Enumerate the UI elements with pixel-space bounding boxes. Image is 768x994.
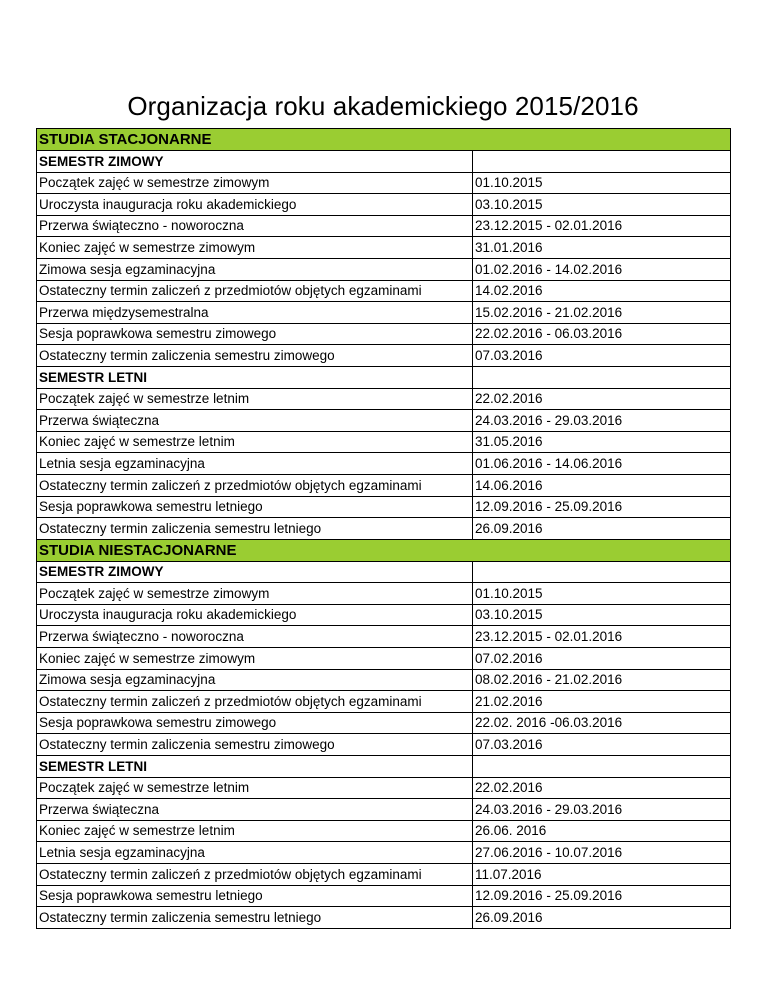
table-row [37, 302, 731, 324]
event-label: Sesja poprawkowa semestru zimowego [37, 712, 473, 734]
event-date: 26.09.2016 [473, 518, 731, 540]
event-label: Ostateczny termin zaliczeń z przedmiotów objętych egzaminami [37, 691, 473, 713]
semester-title: SEMESTR ZIMOWY [37, 151, 473, 173]
table-row [37, 712, 731, 734]
semester-empty-cell [473, 756, 731, 778]
event-date: 24.03.2016 - 29.03.2016 [473, 410, 731, 432]
event-date: 31.01.2016 [473, 237, 731, 259]
event-label: Ostateczny termin zaliczeń z przedmiotów objętych egzaminami [37, 864, 473, 886]
event-date: 07.03.2016 [473, 734, 731, 756]
event-date: 23.12.2015 - 02.01.2016 [473, 215, 731, 237]
event-label: Początek zajęć w semestrze letnim [37, 777, 473, 799]
semester-empty-cell [473, 561, 731, 583]
event-label: Letnia sesja egzaminacyjna [37, 453, 473, 475]
table-row [37, 734, 731, 756]
table-row [37, 258, 731, 280]
event-date: 12.09.2016 - 25.09.2016 [473, 496, 731, 518]
event-date: 12.09.2016 - 25.09.2016 [473, 885, 731, 907]
table-row [37, 583, 731, 605]
event-label: Uroczysta inauguracja roku akademickiego [37, 604, 473, 626]
section-title: STUDIA NIESTACJONARNE [37, 539, 731, 561]
table-row [37, 691, 731, 713]
table-row [37, 172, 731, 194]
table-row [37, 194, 731, 216]
event-date: 22.02.2016 [473, 388, 731, 410]
semester-header [37, 151, 731, 173]
event-label: Koniec zajęć w semestrze letnim [37, 820, 473, 842]
event-label: Ostateczny termin zaliczenia semestru zimowego [37, 734, 473, 756]
semester-header [37, 561, 731, 583]
event-label: Ostateczny termin zaliczeń z przedmiotów objętych egzaminami [37, 474, 473, 496]
event-date: 03.10.2015 [473, 194, 731, 216]
event-label: Przerwa międzysemestralna [37, 302, 473, 324]
event-date: 11.07.2016 [473, 864, 731, 886]
event-label: Koniec zajęć w semestrze letnim [37, 431, 473, 453]
table-row [37, 648, 731, 670]
event-label: Uroczysta inauguracja roku akademickiego [37, 194, 473, 216]
table-row [37, 453, 731, 475]
event-date: 26.09.2016 [473, 907, 731, 929]
event-label: Koniec zajęć w semestrze zimowym [37, 237, 473, 259]
semester-empty-cell [473, 366, 731, 388]
table-row [37, 345, 731, 367]
event-date: 01.10.2015 [473, 583, 731, 605]
event-date: 31.05.2016 [473, 431, 731, 453]
event-date: 08.02.2016 - 21.02.2016 [473, 669, 731, 691]
event-label: Ostateczny termin zaliczenia semestru letniego [37, 907, 473, 929]
event-label: Początek zajęć w semestrze zimowym [37, 583, 473, 605]
academic-calendar-body [37, 129, 731, 929]
section-title: STUDIA STACJONARNE [37, 129, 731, 151]
event-date: 26.06. 2016 [473, 820, 731, 842]
table-row [37, 864, 731, 886]
event-label: Sesja poprawkowa semestru zimowego [37, 323, 473, 345]
event-date: 21.02.2016 [473, 691, 731, 713]
event-label: Zimowa sesja egzaminacyjna [37, 669, 473, 691]
event-date: 14.06.2016 [473, 474, 731, 496]
event-date: 22.02. 2016 -06.03.2016 [473, 712, 731, 734]
semester-empty-cell [473, 151, 731, 173]
event-date: 01.02.2016 - 14.02.2016 [473, 258, 731, 280]
table-row [37, 842, 731, 864]
table-row [37, 280, 731, 302]
table-row [37, 626, 731, 648]
event-date: 27.06.2016 - 10.07.2016 [473, 842, 731, 864]
table-row [37, 215, 731, 237]
event-date: 24.03.2016 - 29.03.2016 [473, 799, 731, 821]
semester-title: SEMESTR LETNI [37, 756, 473, 778]
event-label: Ostateczny termin zaliczeń z przedmiotów objętych egzaminami [37, 280, 473, 302]
event-date: 07.03.2016 [473, 345, 731, 367]
table-row [37, 799, 731, 821]
table-row [37, 820, 731, 842]
event-label: Przerwa świąteczno - noworoczna [37, 626, 473, 648]
event-label: Zimowa sesja egzaminacyjna [37, 258, 473, 280]
event-label: Początek zajęć w semestrze zimowym [37, 172, 473, 194]
event-label: Sesja poprawkowa semestru letniego [37, 496, 473, 518]
event-date: 15.02.2016 - 21.02.2016 [473, 302, 731, 324]
event-date: 07.02.2016 [473, 648, 731, 670]
table-row [37, 604, 731, 626]
event-date: 22.02.2016 - 06.03.2016 [473, 323, 731, 345]
semester-title: SEMESTR LETNI [37, 366, 473, 388]
table-row [37, 410, 731, 432]
event-label: Letnia sesja egzaminacyjna [37, 842, 473, 864]
event-date: 14.02.2016 [473, 280, 731, 302]
semester-title: SEMESTR ZIMOWY [37, 561, 473, 583]
event-label: Sesja poprawkowa semestru letniego [37, 885, 473, 907]
event-label: Początek zajęć w semestrze letnim [37, 388, 473, 410]
section-header [37, 129, 731, 151]
event-label: Ostateczny termin zaliczenia semestru zimowego [37, 345, 473, 367]
event-label: Koniec zajęć w semestrze zimowym [37, 648, 473, 670]
section-header [37, 539, 731, 561]
event-date: 22.02.2016 [473, 777, 731, 799]
table-row [37, 777, 731, 799]
event-label: Przerwa świąteczna [37, 410, 473, 432]
event-label: Przerwa świąteczno - noworoczna [37, 215, 473, 237]
table-row [37, 323, 731, 345]
event-date: 01.06.2016 - 14.06.2016 [473, 453, 731, 475]
event-date: 03.10.2015 [473, 604, 731, 626]
table-row [37, 669, 731, 691]
semester-header [37, 366, 731, 388]
table-row [37, 237, 731, 259]
table-row [37, 907, 731, 929]
table-row [37, 431, 731, 453]
semester-header [37, 756, 731, 778]
event-label: Ostateczny termin zaliczenia semestru letniego [37, 518, 473, 540]
page-title: Organizacja roku akademickiego 2015/2016 [127, 91, 639, 121]
table-row [37, 474, 731, 496]
table-row [37, 885, 731, 907]
table-row [37, 496, 731, 518]
table-row [37, 518, 731, 540]
event-date: 01.10.2015 [473, 172, 731, 194]
event-date: 23.12.2015 - 02.01.2016 [473, 626, 731, 648]
table-row [37, 388, 731, 410]
academic-calendar-table [36, 128, 731, 929]
event-label: Przerwa świąteczna [37, 799, 473, 821]
